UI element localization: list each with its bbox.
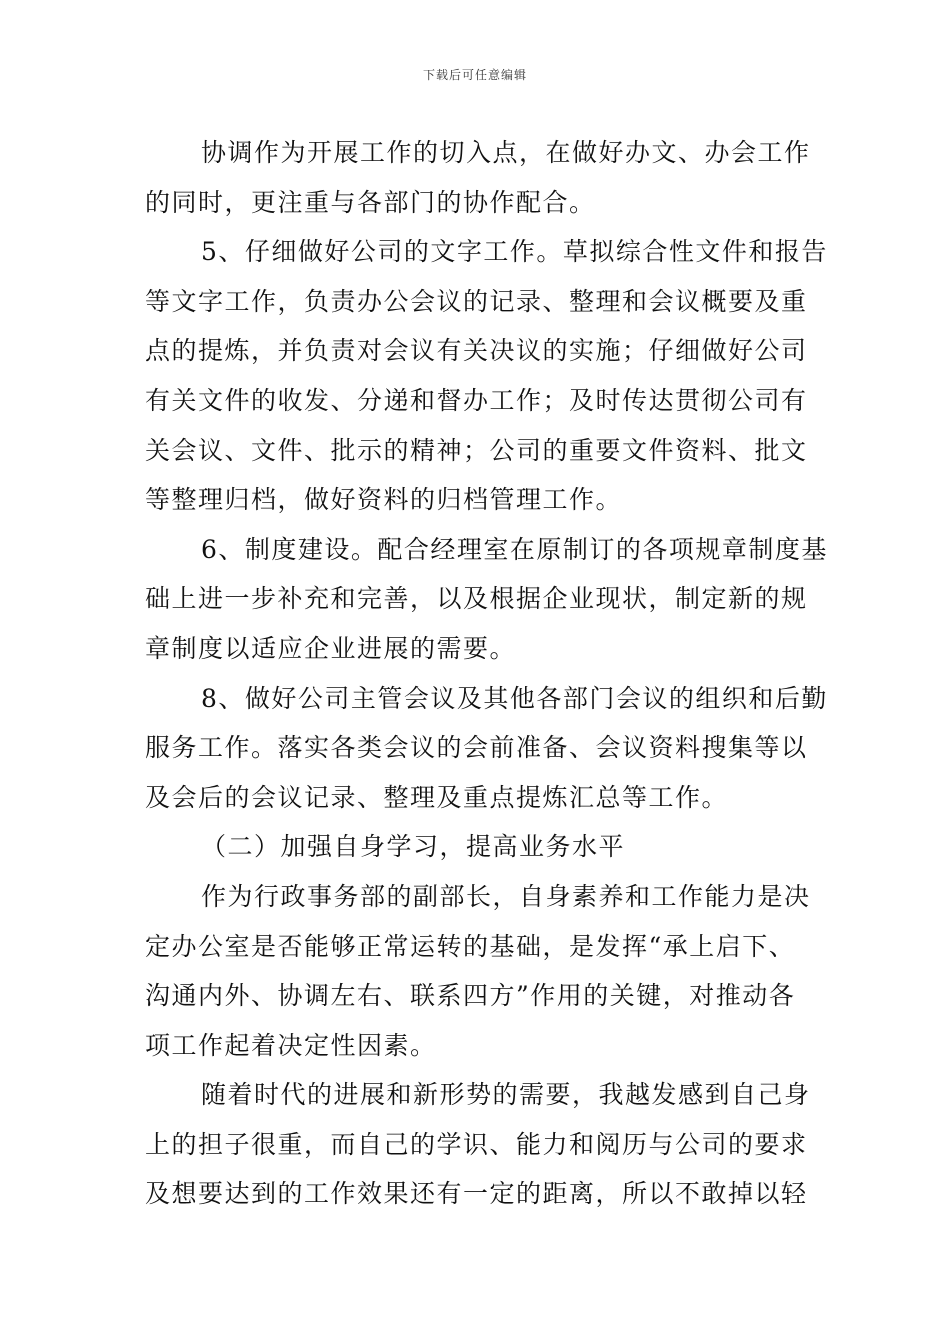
text-line: 点的提炼，并负责对会议有关决议的实施；仔细做好公司	[145, 336, 808, 366]
text-line: 随着时代的进展和新形势的需要，我越发感到自己身	[201, 1080, 811, 1110]
text-line: 作为行政事务部的副部长，自身素养和工作能力是决	[201, 881, 811, 911]
text-line: 的同时，更注重与各部门的协作配合。	[145, 187, 596, 217]
text-line: 关会议、文件、批示的精神；公司的重要文件资料、批文	[145, 435, 808, 465]
text-line: 定办公室是否能够正常运转的基础，是发挥“承上启下、	[145, 931, 796, 961]
document-body	[145, 128, 828, 1219]
text-line: 8、做好公司主管会议及其他各部门会议的组织和后勤	[201, 683, 828, 713]
text-line: 及想要达到的工作效果还有一定的距离，所以不敢掉以轻	[145, 1179, 808, 1209]
text-line: 等文字工作，负责办公会议的记录、整理和会议概要及重	[145, 286, 808, 316]
text-line: 等整理归档，做好资料的归档管理工作。	[145, 485, 623, 515]
text-line: 协调作为开展工作的切入点，在做好办文、办会工作	[201, 138, 811, 167]
text-line: 项工作起着决定性因素。	[145, 1030, 437, 1060]
section-heading: （二）加强自身学习，提高业务水平	[201, 832, 626, 862]
text-line: 沟通内外、协调左右、联系四方”作用的关键，对推动各	[145, 981, 796, 1011]
text-line: 础上进一步补充和完善，以及根据企业现状，制定新的规	[145, 584, 808, 614]
text-line: 章制度以适应企业进展的需要。	[145, 633, 517, 663]
text-line: 服务工作。落实各类会议的会前准备、会议资料搜集等以	[145, 733, 808, 763]
text-line: 有关文件的收发、分递和督办工作；及时传达贯彻公司有	[145, 385, 808, 415]
page-header: 下载后可任意编辑	[422, 68, 527, 82]
text-line: 上的担子很重，而自己的学识、能力和阅历与公司的要求	[145, 1129, 808, 1159]
text-line: 5、仔细做好公司的文字工作。草拟综合性文件和报告	[201, 237, 828, 267]
text-line: 6、制度建设。配合经理室在原制订的各项规章制度基	[201, 534, 828, 564]
text-line: 及会后的会议记录、整理及重点提炼汇总等工作。	[145, 782, 729, 812]
